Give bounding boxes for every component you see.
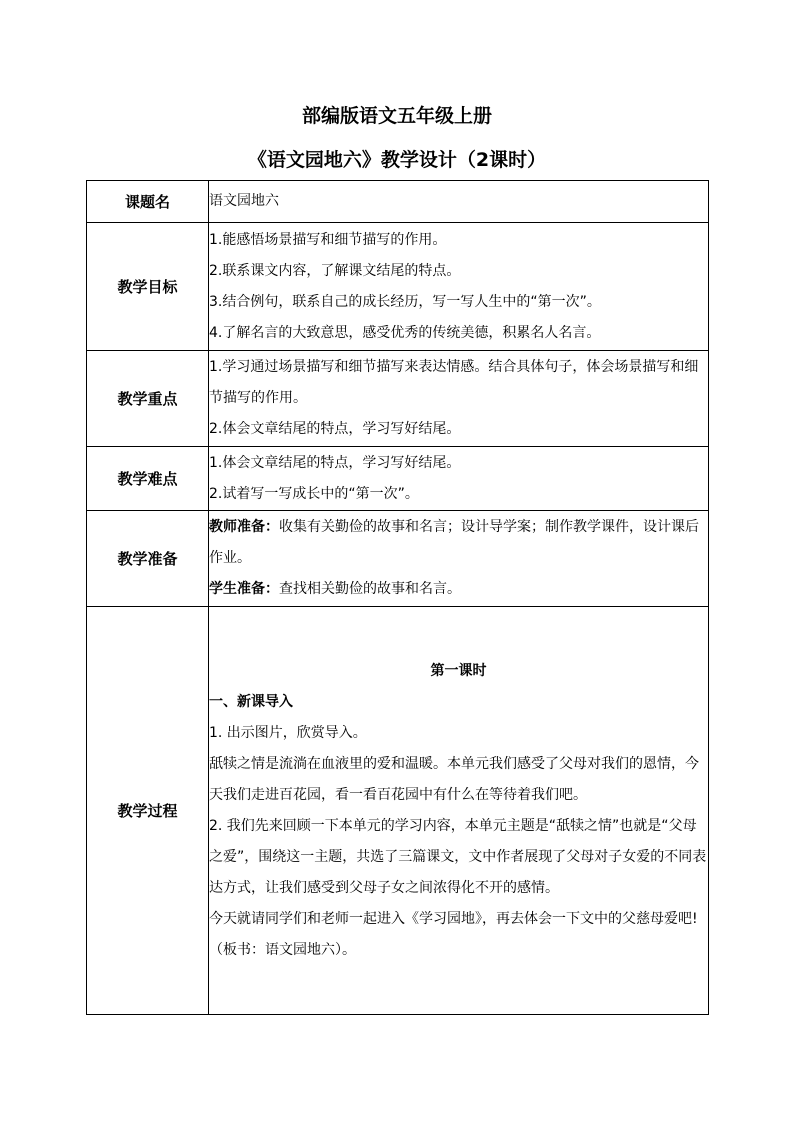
teacher-preparation bbox=[209, 512, 708, 574]
topic-label: 课题名 bbox=[87, 181, 209, 223]
goal-item: 1.能感悟场景描写和细节描写的作用。 bbox=[209, 231, 447, 248]
topic-value: 语文园地六 bbox=[209, 181, 709, 223]
difficulty-item: 2.试着写一写成长中的“第一次”。 bbox=[209, 485, 419, 502]
row-preparation bbox=[87, 511, 709, 607]
process-label: 教学过程 bbox=[87, 607, 209, 1015]
row-difficulties bbox=[87, 447, 709, 511]
preparation-label: 教学准备 bbox=[87, 511, 209, 607]
process-step: 2. 我们先来回顾一下本单元的学习内容，本单元主题是“舐犊之情”也就是“父母之爱”，围绕这一主题，共选了三篇课文，文中作者展现了父母对子女爱的不同表达方式，让我们感受到父母子女之间浓得化不开的感情。 bbox=[209, 817, 707, 896]
section-title: 一、新课导入 bbox=[209, 693, 293, 710]
goals-content bbox=[209, 223, 709, 351]
document-title: 部编版语文五年级上册 bbox=[301, 105, 492, 127]
teacher-preparation-text: 收集有关勤俭的故事和名言；设计导学案；制作教学课件，设计课后作业。 bbox=[209, 519, 699, 566]
key-point-item: 2.体会文章结尾的特点，学习写好结尾。 bbox=[209, 421, 461, 437]
lesson-title: 第一课时 bbox=[430, 662, 487, 679]
difficulty-item: 1.体会文章结尾的特点，学习写好结尾。 bbox=[209, 454, 461, 471]
key-points-content bbox=[209, 351, 709, 447]
key-points-label: 教学重点 bbox=[87, 351, 209, 447]
goals-label: 教学目标 bbox=[87, 223, 209, 351]
row-topic bbox=[87, 181, 709, 223]
board-note: （板书：语文园地六）。 bbox=[209, 941, 356, 958]
process-paragraph: 今天就请同学们和老师一起进入《学习园地》，再去体会一下文中的父慈母爱吧! bbox=[209, 910, 698, 927]
preparation-content bbox=[209, 511, 709, 607]
process-step: 1. 出示图片，欣赏导入。 bbox=[209, 724, 367, 741]
difficulties-content bbox=[209, 447, 709, 511]
row-goals bbox=[87, 223, 709, 351]
student-preparation-label: 学生准备： bbox=[209, 581, 279, 597]
document-subtitle: 《语文园地六》教学设计（2课时） bbox=[247, 149, 547, 171]
teacher-preparation-label: 教师准备： bbox=[209, 519, 279, 535]
goal-item: 4.了解名言的大致意思，感受优秀的传统美德，积累名人名言。 bbox=[209, 324, 601, 341]
student-preparation-text: 查找相关勤俭的故事和名言。 bbox=[279, 581, 461, 597]
row-process bbox=[87, 607, 709, 1015]
goal-item: 2.联系课文内容，了解课文结尾的特点。 bbox=[209, 262, 461, 279]
process-content bbox=[209, 607, 709, 1015]
key-point-item: 1.学习通过场景描写和细节描写来表达情感。结合具体句子，体会场景描写和细节描写的作用。 bbox=[209, 359, 699, 406]
goal-item: 3.结合例句，联系自己的成长经历，写一写人生中的“第一次”。 bbox=[209, 293, 601, 310]
student-preparation bbox=[209, 574, 708, 605]
row-key-points bbox=[87, 351, 709, 447]
lesson-plan-table bbox=[86, 180, 709, 1015]
process-paragraph: 舐犊之情是流淌在血液里的爱和温暖。本单元我们感受了父母对我们的恩情，今天我们走进百花园，看一看百花园中有什么在等待着我们吧。 bbox=[209, 755, 699, 803]
difficulties-label: 教学难点 bbox=[87, 447, 209, 511]
